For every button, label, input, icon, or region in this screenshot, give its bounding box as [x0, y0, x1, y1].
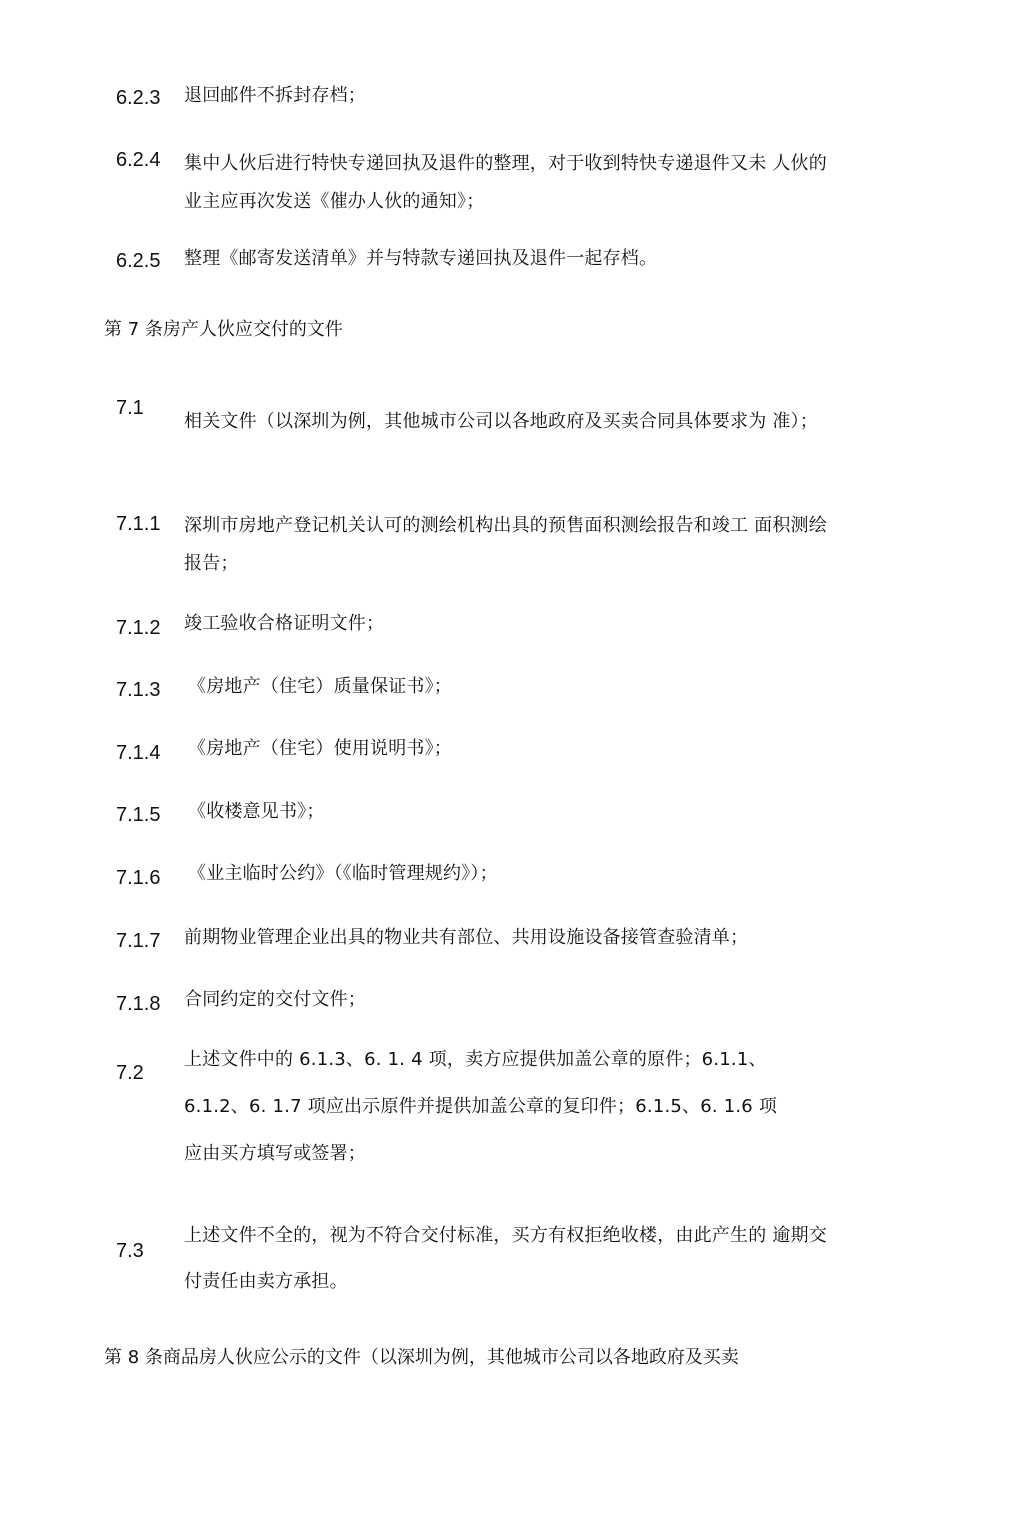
- clause-number-7-1-2: 7.1.2: [116, 617, 161, 639]
- clause-number-6-2-4: 6.2.4: [116, 149, 161, 171]
- clause-number-7-1-8: 7.1.8: [116, 993, 161, 1015]
- clause-number-7-1-7: 7.1.7: [116, 930, 161, 952]
- clause-text-7-1-1-line1: 深圳市房地产登记机关认可的测绘机构出具的预售面积测绘报告和竣工 面积测绘: [184, 515, 827, 536]
- clause-text-7-3-line1: 上述文件不全的，视为不符合交付标准，买方有权拒绝收楼，由此产生的 逾期交: [184, 1225, 827, 1246]
- article-7-heading: 第 7 条房产人伙应交付的文件: [104, 319, 343, 340]
- clause-number-7-1-4: 7.1.4: [116, 742, 161, 764]
- clause-number-6-2-3: 6.2.3: [116, 87, 161, 109]
- clause-text-7-1: 相关文件（以深圳为例，其他城市公司以各地政府及买卖合同具体要求为 准）；: [184, 411, 818, 432]
- clause-text-7-2-line2: 6.1.2、6. 1.7 项应出示原件并提供加盖公章的复印件；6.1.5、6. 1.6 项: [184, 1096, 778, 1117]
- article-8-heading: 第 8 条商品房人伙应公示的文件（以深圳为例，其他城市公司以各地政府及买卖: [104, 1347, 739, 1368]
- clause-text-7-1-7: 前期物业管理企业出具的物业共有部位、共用设施设备接管查验清单；: [184, 927, 749, 948]
- clause-number-6-2-5: 6.2.5: [116, 250, 161, 272]
- clause-number-7-3: 7.3: [116, 1240, 144, 1262]
- clause-text-6-2-5: 整理《邮寄发送清单》并与特款专递回执及退件一起存档。: [184, 248, 658, 269]
- clause-number-7-2: 7.2: [116, 1062, 144, 1084]
- clause-text-6-2-4-line2: 业主应再次发送《催办人伙的通知》；: [184, 191, 485, 212]
- clause-number-7-1-5: 7.1.5: [116, 804, 161, 826]
- clause-number-7-1: 7.1: [116, 397, 144, 419]
- clause-text-7-1-8: 合同约定的交付文件；: [184, 989, 366, 1010]
- clause-number-7-1-6: 7.1.6: [116, 867, 161, 889]
- clause-text-7-1-4: 《房地产（住宅）使用说明书》；: [188, 738, 452, 759]
- clause-text-7-2-line1: 上述文件中的 6.1.3、6. 1. 4 项，卖方应提供加盖公章的原件；6.1.1、: [184, 1049, 767, 1070]
- clause-text-7-2-line3: 应由买方填写或签署；: [184, 1143, 366, 1164]
- clause-text-7-1-6: 《业主临时公约》（《临时管理规约》）；: [188, 863, 498, 884]
- clause-text-7-1-2: 竣工验收合格证明文件；: [184, 613, 385, 634]
- clause-text-6-2-4-line1: 集中人伙后进行特快专递回执及退件的整理，对于收到特快专递退件又未 人伙的: [184, 153, 827, 174]
- clause-text-7-3-line2: 付责任由卖方承担。: [184, 1271, 348, 1292]
- clause-text-7-1-5: 《收楼意见书》；: [188, 801, 325, 822]
- clause-number-7-1-3: 7.1.3: [116, 679, 161, 701]
- clause-text-7-1-1-line2: 报告；: [184, 553, 239, 574]
- clause-text-7-1-3: 《房地产（住宅）质量保证书》；: [188, 676, 452, 697]
- clause-number-7-1-1: 7.1.1: [116, 513, 161, 535]
- clause-text-6-2-3: 退回邮件不拆封存档；: [184, 85, 366, 106]
